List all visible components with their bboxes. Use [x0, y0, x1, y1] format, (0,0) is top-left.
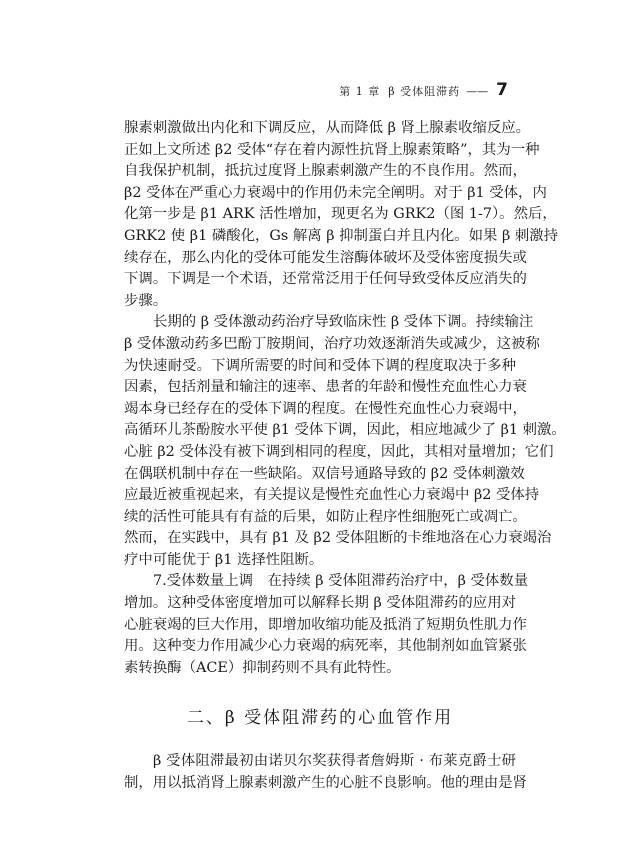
header-dash: —— — [466, 85, 489, 98]
text-line: 步骤。 — [124, 292, 168, 309]
text-line: 为快速耐受。下调所需要的时间和受体下调的程度取决于多种 — [124, 357, 516, 374]
paragraph-3 — [124, 571, 529, 679]
text-line: GRK2 使 β1 磷酸化，Gs 解离 β 抑制蛋白并且内化。如果 β 刺激持 — [124, 227, 559, 244]
text-line: 在偶联机制中存在一些缺陷。双信号通路导致的 β2 受体刺激效 — [124, 465, 525, 482]
text-line: 素转换酶（ACE）抑制药则不具有此特性。 — [124, 659, 401, 676]
text-line: 正如上文所述 β2 受体“存在着内源性抗肾上腺素策略”，其为一种 — [124, 141, 540, 158]
text-line: 7.受体数量上调 在持续 β 受体阻滞药治疗中，β 受体数量 — [153, 573, 529, 590]
text-line: 自我保护机制，抵抗过度肾上腺素刺激产生的不良作用。然而， — [124, 163, 527, 180]
text-line: 腺素刺激做出内化和下调反应，从而降低 β 肾上腺素收缩反应。 — [124, 120, 531, 136]
text-line: 疗中可能优于 β1 选择性阻断。 — [124, 551, 324, 568]
text-line: β 受体阻滞最初由诺贝尔奖获得者詹姆斯 · 布莱克爵士研 — [153, 753, 516, 770]
text-line: 化第一步是 β1 ARK 活性增加，现更名为 GRK2（图 1-7）。然后， — [124, 206, 557, 223]
paragraph-2 — [124, 312, 566, 571]
text-line: 增加。这种受体密度增加可以解释长期 β 受体阻滞药的应用对 — [124, 595, 516, 612]
text-line: 下调。下调是一个术语，还常常泛用于任何导致受体反应消失的 — [124, 271, 527, 288]
paragraph-1 — [124, 118, 559, 312]
text-line: 制，用以抵消肾上腺素刺激产生的心脏不良影响。他的理由是肾 — [124, 775, 527, 792]
text-line: 然而，在实践中，具有 β1 及 β2 受体阻断的卡维地洛在心力衰竭治 — [124, 530, 552, 547]
chapter-label: 第 1 章 — [339, 85, 381, 98]
running-header — [339, 80, 509, 100]
text-line: 心脏 β2 受体没有被下调到相同的程度，因此，其相对量增加；它们 — [124, 443, 554, 460]
text-line: 续存在，那么内化的受体可能发生溶酶体破坏及受体密度损失或 — [124, 249, 527, 266]
text-line: 心脏衰竭的巨大作用，即增加收缩功能及抵消了短期负性肌力作 — [124, 616, 527, 633]
text-line: β 受体激动药多巴酚丁胺期间，治疗功效逐渐消失或减少，这被称 — [124, 335, 540, 352]
text-line: 续的活性可能具有有益的后果，如防止程序性细胞死亡或凋亡。 — [124, 508, 527, 525]
text-line: 长期的 β 受体激动药治疗导致临床性 β 受体下调。持续输注 — [153, 314, 534, 331]
text-line: 用。这种变力作用减少心力衰竭的病死率，其他制剂如血管紧张 — [124, 638, 527, 655]
text-line: 应最近被重视起来，有关提议是慢性充血性心力衰竭中 β2 受体持 — [124, 487, 540, 504]
text-line: 因素，包括剂量和输注的速率、患者的年龄和慢性充血性心力衰 — [124, 379, 527, 396]
text-line: 高循环儿茶酚胺水平使 β1 受体下调，因此，相应地减少了 β1 刺激。 — [124, 422, 566, 439]
text-line: β2 受体在严重心力衰竭中的作用仍未完全阐明。对于 β1 受体，内 — [124, 184, 547, 201]
paragraph-4 — [124, 751, 527, 794]
page-number: 7 — [496, 80, 509, 100]
page-body — [124, 118, 566, 795]
section-heading: 二、β 受体阻滞药的心血管作用 — [186, 708, 454, 729]
chapter-title: β 受体阻滞药 — [388, 85, 461, 98]
text-line: 竭本身已经存在的受体下调的程度。在慢性充血性心力衰竭中， — [124, 400, 527, 417]
